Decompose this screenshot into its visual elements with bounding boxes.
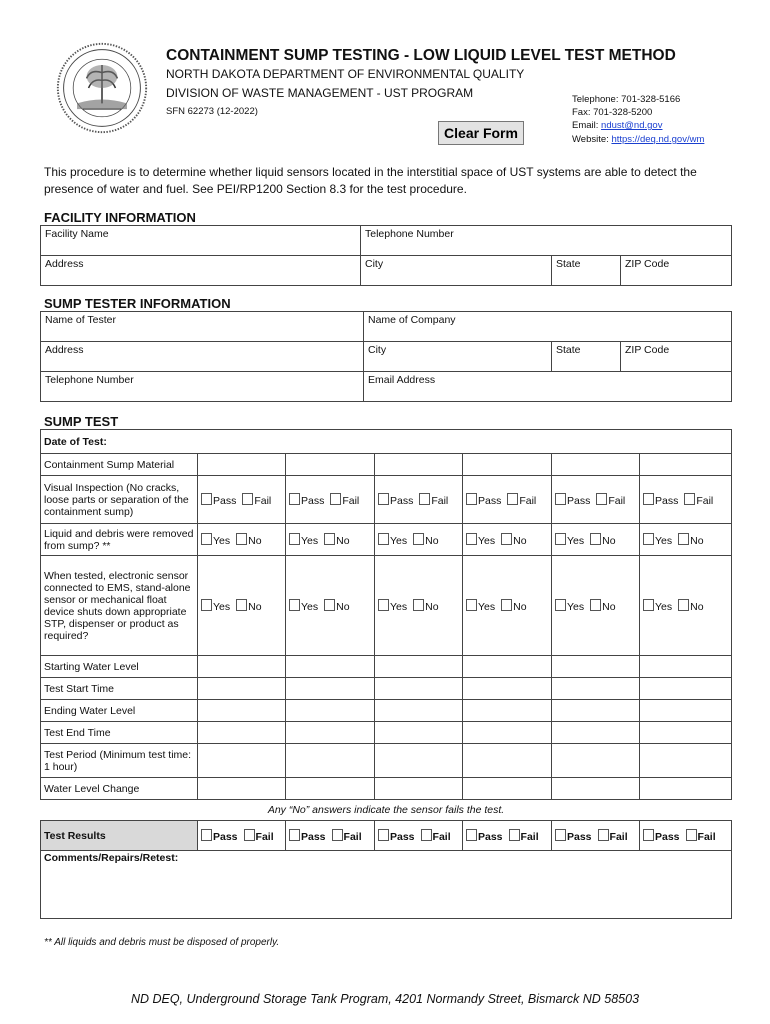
ending-water-level-entry-4[interactable]	[463, 700, 552, 722]
checkbox-fail-4[interactable]	[509, 829, 520, 841]
option-label: Yes	[478, 534, 496, 547]
checkbox-yes-2[interactable]	[289, 599, 300, 611]
option-label: No	[513, 600, 527, 613]
option-label: Pass	[390, 494, 414, 507]
option-label: Yes	[567, 534, 585, 547]
water-level-change-entry-3[interactable]	[375, 778, 463, 800]
test-start-time: Test Start Time	[41, 678, 198, 700]
test-start-time-entry-5[interactable]	[552, 678, 640, 700]
sensor-shutdown-entry-1	[198, 556, 286, 656]
option-label: Fail	[255, 830, 274, 843]
checkbox-pass-6[interactable]	[643, 493, 654, 505]
tester-zip-field[interactable]: ZIP Code	[621, 342, 732, 372]
sump-test-heading: SUMP TEST	[44, 414, 119, 429]
table-row	[41, 851, 732, 919]
checkbox-no-6[interactable]	[678, 533, 689, 545]
clear-form-button[interactable]: Clear Form	[438, 121, 524, 145]
contact-website	[572, 134, 704, 145]
option-label: Yes	[213, 534, 231, 547]
checkbox-pass-1[interactable]	[201, 829, 212, 841]
starting-water-level-entry-2[interactable]	[286, 656, 375, 678]
sensor-shutdown-entry-4	[463, 556, 552, 656]
option-label: No	[425, 534, 439, 547]
checkbox-no-4[interactable]	[501, 599, 512, 611]
checkbox-no-1[interactable]	[236, 533, 247, 545]
checkbox-fail-6[interactable]	[684, 493, 695, 505]
option-label: Fail	[519, 494, 537, 507]
checkbox-pass-4[interactable]	[466, 493, 477, 505]
sensor-shutdown-entry-6	[640, 556, 732, 656]
checkbox-pass-5[interactable]	[555, 493, 566, 505]
water-level-change-entry-5[interactable]	[552, 778, 640, 800]
checkbox-fail-3[interactable]	[421, 829, 432, 841]
option-label: Pass	[478, 830, 503, 843]
test-end-time-entry-2[interactable]	[286, 722, 375, 744]
intro-text: This procedure is to determine whether liquid sensors located in the interstitial space of UST systems are able to detect the presence of water and fuel. See PEI/RP1200 Section 8.3 for the test procedure.	[44, 165, 697, 196]
facility-address-field[interactable]: Address	[41, 256, 361, 286]
water-level-change-entry-4[interactable]	[463, 778, 552, 800]
option-label: No	[248, 600, 262, 613]
footnote: ** All liquids and debris must be disposed of properly.	[44, 937, 280, 948]
test-end-time-entry-4[interactable]	[463, 722, 552, 744]
sump-material-entry-5[interactable]	[552, 454, 640, 476]
option-label: Fail	[254, 494, 272, 507]
checkbox-fail-5[interactable]	[598, 829, 609, 841]
option-label: No	[336, 534, 350, 547]
no-answer-note: Any “No” answers indicate the sensor fails the test.	[41, 800, 732, 821]
table-row	[41, 778, 732, 800]
test-end-time-entry-6[interactable]	[640, 722, 732, 744]
contact-email	[572, 120, 662, 131]
test-start-time-entry-6[interactable]	[640, 678, 732, 700]
checkbox-yes-5[interactable]	[555, 533, 566, 545]
visual-inspection-entry-3	[375, 476, 463, 524]
test-results: Test Results	[41, 821, 198, 851]
sump-material-entry-3[interactable]	[375, 454, 463, 476]
checkbox-pass-1[interactable]	[201, 493, 212, 505]
test-period-entry-1[interactable]	[198, 744, 286, 778]
tester-address-field[interactable]: Address	[41, 342, 364, 372]
tester-heading: SUMP TESTER INFORMATION	[44, 296, 231, 311]
test-end-time-entry-1[interactable]	[198, 722, 286, 744]
test-results-entry-5	[552, 821, 640, 851]
table-row	[41, 800, 732, 821]
date-of-test-field[interactable]: Date of Test:	[41, 430, 732, 454]
option-label: Pass	[390, 830, 415, 843]
option-label: Fail	[432, 830, 451, 843]
option-label: Pass	[478, 494, 502, 507]
liquid-removed-entry-3	[375, 524, 463, 556]
starting-water-level-entry-1[interactable]	[198, 656, 286, 678]
visual-inspection-entry-2	[286, 476, 375, 524]
checkbox-no-5[interactable]	[590, 533, 601, 545]
checkbox-fail-4[interactable]	[507, 493, 518, 505]
sump-material-entry-2[interactable]	[286, 454, 375, 476]
division-name: DIVISION OF WASTE MANAGEMENT - UST PROGRAM	[166, 86, 474, 100]
checkbox-no-1[interactable]	[236, 599, 247, 611]
checkbox-pass-5[interactable]	[555, 829, 566, 841]
visual-inspection-entry-6	[640, 476, 732, 524]
sump-material-entry-4[interactable]	[463, 454, 552, 476]
tester-email-field[interactable]: Email Address	[364, 372, 732, 402]
checkbox-yes-1[interactable]	[201, 599, 212, 611]
table-row	[41, 678, 732, 700]
facility-city-field[interactable]: City	[361, 256, 552, 286]
table-row	[41, 722, 732, 744]
liquid-removed-entry-1	[198, 524, 286, 556]
option-label: Pass	[213, 830, 238, 843]
option-label: No	[336, 600, 350, 613]
checkbox-no-6[interactable]	[678, 599, 689, 611]
page-footer: ND DEQ, Underground Storage Tank Program, 4201 Normandy Street, Bismarck ND 58503	[130, 992, 640, 1006]
checkbox-yes-1[interactable]	[201, 533, 212, 545]
water-level-change-entry-2[interactable]	[286, 778, 375, 800]
tester-phone-field[interactable]: Telephone Number	[41, 372, 364, 402]
option-label: Yes	[390, 534, 408, 547]
option-label: Pass	[567, 830, 592, 843]
water-level-change: Water Level Change	[41, 778, 198, 800]
sump-test-table	[40, 429, 732, 919]
checkbox-no-5[interactable]	[590, 599, 601, 611]
checkbox-fail-5[interactable]	[596, 493, 607, 505]
sensor-shutdown-entry-5	[552, 556, 640, 656]
option-label: Fail	[609, 830, 628, 843]
option-label: No	[513, 534, 527, 547]
starting-water-level-entry-4[interactable]	[463, 656, 552, 678]
option-label: Fail	[431, 494, 449, 507]
table-row	[41, 476, 732, 524]
test-results-entry-4	[463, 821, 552, 851]
option-label: No	[248, 534, 262, 547]
liquid-removed-entry-5	[552, 524, 640, 556]
checkbox-fail-2[interactable]	[332, 829, 343, 841]
option-label: Yes	[390, 600, 408, 613]
checkbox-pass-2[interactable]	[289, 829, 300, 841]
option-label: No	[602, 534, 616, 547]
water-level-change-entry-1[interactable]	[198, 778, 286, 800]
tester-city-field[interactable]: City	[364, 342, 552, 372]
facility-name-field[interactable]: Facility Name	[41, 226, 361, 256]
option-label: Yes	[301, 600, 319, 613]
option-label: Fail	[608, 494, 626, 507]
starting-water-level-entry-6[interactable]	[640, 656, 732, 678]
table-row	[41, 744, 732, 778]
table-row	[41, 524, 732, 556]
form-title: CONTAINMENT SUMP TESTING - LOW LIQUID LEVEL TEST METHOD	[166, 47, 676, 64]
option-label: Yes	[655, 534, 673, 547]
test-period-entry-6[interactable]	[640, 744, 732, 778]
table-row	[41, 656, 732, 678]
north-dakota-seal	[54, 40, 150, 136]
test-results-entry-3	[375, 821, 463, 851]
tester-state-field[interactable]: State	[552, 342, 621, 372]
checkbox-pass-3[interactable]	[378, 493, 389, 505]
test-period-entry-3[interactable]	[375, 744, 463, 778]
ending-water-level: Ending Water Level	[41, 700, 198, 722]
sensor-shutdown-entry-3	[375, 556, 463, 656]
sump-material-entry-1[interactable]	[198, 454, 286, 476]
option-label: Fail	[697, 830, 716, 843]
option-label: Yes	[567, 600, 585, 613]
checkbox-yes-4[interactable]	[466, 533, 477, 545]
ending-water-level-entry-6[interactable]	[640, 700, 732, 722]
ending-water-level-entry-3[interactable]	[375, 700, 463, 722]
starting-water-level-entry-5[interactable]	[552, 656, 640, 678]
option-label: Yes	[655, 600, 673, 613]
table-row	[41, 454, 732, 476]
sump-material-entry-6[interactable]	[640, 454, 732, 476]
checkbox-fail-6[interactable]	[686, 829, 697, 841]
sensor-shutdown: When tested, electronic sensor connected to EMS, stand-alone sensor or mechanical float device shuts down appropriate STP, dispenser or product as required?	[41, 556, 198, 656]
test-results-entry-6	[640, 821, 732, 851]
visual-inspection: Visual Inspection (No cracks, loose parts or separation of the containment sump)	[41, 476, 198, 524]
liquid-removed-entry-6	[640, 524, 732, 556]
option-label: Pass	[655, 830, 680, 843]
liquid-removed-entry-2	[286, 524, 375, 556]
sensor-shutdown-entry-2	[286, 556, 375, 656]
test-start-time-entry-4[interactable]	[463, 678, 552, 700]
option-label: Fail	[342, 494, 360, 507]
test-results-entry-2	[286, 821, 375, 851]
contact-fax: Fax: 701-328-5200	[572, 107, 653, 118]
checkbox-no-3[interactable]	[413, 599, 424, 611]
checkbox-no-3[interactable]	[413, 533, 424, 545]
visual-inspection-entry-5	[552, 476, 640, 524]
checkbox-pass-6[interactable]	[643, 829, 654, 841]
checkbox-yes-6[interactable]	[643, 599, 654, 611]
option-label: No	[690, 600, 704, 613]
test-start-time-entry-1[interactable]	[198, 678, 286, 700]
website-link[interactable]: https://deq.nd.gov/wm	[611, 134, 705, 145]
starting-water-level: Starting Water Level	[41, 656, 198, 678]
test-period-entry-2[interactable]	[286, 744, 375, 778]
option-label: Pass	[567, 494, 591, 507]
checkbox-yes-5[interactable]	[555, 599, 566, 611]
checkbox-yes-3[interactable]	[378, 533, 389, 545]
checkbox-no-2[interactable]	[324, 533, 335, 545]
checkbox-fail-1[interactable]	[244, 829, 255, 841]
checkbox-fail-3[interactable]	[419, 493, 430, 505]
option-label: Pass	[301, 494, 325, 507]
option-label: Pass	[655, 494, 679, 507]
email-link[interactable]: ndust@nd.gov	[601, 120, 663, 131]
option-label: Yes	[213, 600, 231, 613]
tester-name-field[interactable]: Name of Tester	[41, 312, 364, 342]
visual-inspection-entry-4	[463, 476, 552, 524]
checkbox-yes-6[interactable]	[643, 533, 654, 545]
option-label: Fail	[696, 494, 714, 507]
facility-table	[40, 225, 732, 286]
option-label: Fail	[343, 830, 362, 843]
visual-inspection-entry-1	[198, 476, 286, 524]
facility-zip-field[interactable]: ZIP Code	[621, 256, 732, 286]
table-row	[41, 700, 732, 722]
checkbox-pass-4[interactable]	[466, 829, 477, 841]
option-label: No	[425, 600, 439, 613]
checkbox-yes-3[interactable]	[378, 599, 389, 611]
table-row	[41, 556, 732, 656]
ending-water-level-entry-2[interactable]	[286, 700, 375, 722]
facility-phone-field[interactable]: Telephone Number	[361, 226, 732, 256]
test-period-entry-4[interactable]	[463, 744, 552, 778]
email-label: Email:	[572, 120, 602, 131]
option-label: Pass	[301, 830, 326, 843]
water-level-change-entry-6[interactable]	[640, 778, 732, 800]
test-end-time-entry-5[interactable]	[552, 722, 640, 744]
checkbox-fail-1[interactable]	[242, 493, 253, 505]
ending-water-level-entry-5[interactable]	[552, 700, 640, 722]
facility-heading: FACILITY INFORMATION	[44, 210, 196, 225]
sump-material: Containment Sump Material	[41, 454, 198, 476]
checkbox-fail-2[interactable]	[330, 493, 341, 505]
checkbox-pass-2[interactable]	[289, 493, 300, 505]
department-name: NORTH DAKOTA DEPARTMENT OF ENVIRONMENTAL QUALITY	[166, 67, 525, 81]
comments-field[interactable]: Comments/Repairs/Retest:	[41, 851, 732, 919]
form-number: SFN 62273 (12-2022)	[166, 106, 258, 117]
liquid-removed: Liquid and debris were removed from sump? **	[41, 524, 198, 556]
contact-telephone: Telephone: 701-328-5166	[572, 94, 681, 105]
table-row	[41, 430, 732, 454]
option-label: Pass	[213, 494, 237, 507]
option-label: Yes	[301, 534, 319, 547]
table-row	[41, 821, 732, 851]
test-end-time-entry-3[interactable]	[375, 722, 463, 744]
tester-company-field[interactable]: Name of Company	[364, 312, 732, 342]
test-results-entry-1	[198, 821, 286, 851]
checkbox-yes-4[interactable]	[466, 599, 477, 611]
option-label: No	[602, 600, 616, 613]
test-start-time-entry-2[interactable]	[286, 678, 375, 700]
checkbox-no-4[interactable]	[501, 533, 512, 545]
test-period-entry-5[interactable]	[552, 744, 640, 778]
checkbox-yes-2[interactable]	[289, 533, 300, 545]
tester-table	[40, 311, 732, 402]
option-label: No	[690, 534, 704, 547]
checkbox-no-2[interactable]	[324, 599, 335, 611]
test-period: Test Period (Minimum test time: 1 hour)	[41, 744, 198, 778]
test-start-time-entry-3[interactable]	[375, 678, 463, 700]
website-label: Website:	[572, 134, 612, 145]
starting-water-level-entry-3[interactable]	[375, 656, 463, 678]
facility-state-field[interactable]: State	[552, 256, 621, 286]
option-label: Yes	[478, 600, 496, 613]
option-label: Fail	[520, 830, 539, 843]
test-end-time: Test End Time	[41, 722, 198, 744]
checkbox-pass-3[interactable]	[378, 829, 389, 841]
ending-water-level-entry-1[interactable]	[198, 700, 286, 722]
liquid-removed-entry-4	[463, 524, 552, 556]
